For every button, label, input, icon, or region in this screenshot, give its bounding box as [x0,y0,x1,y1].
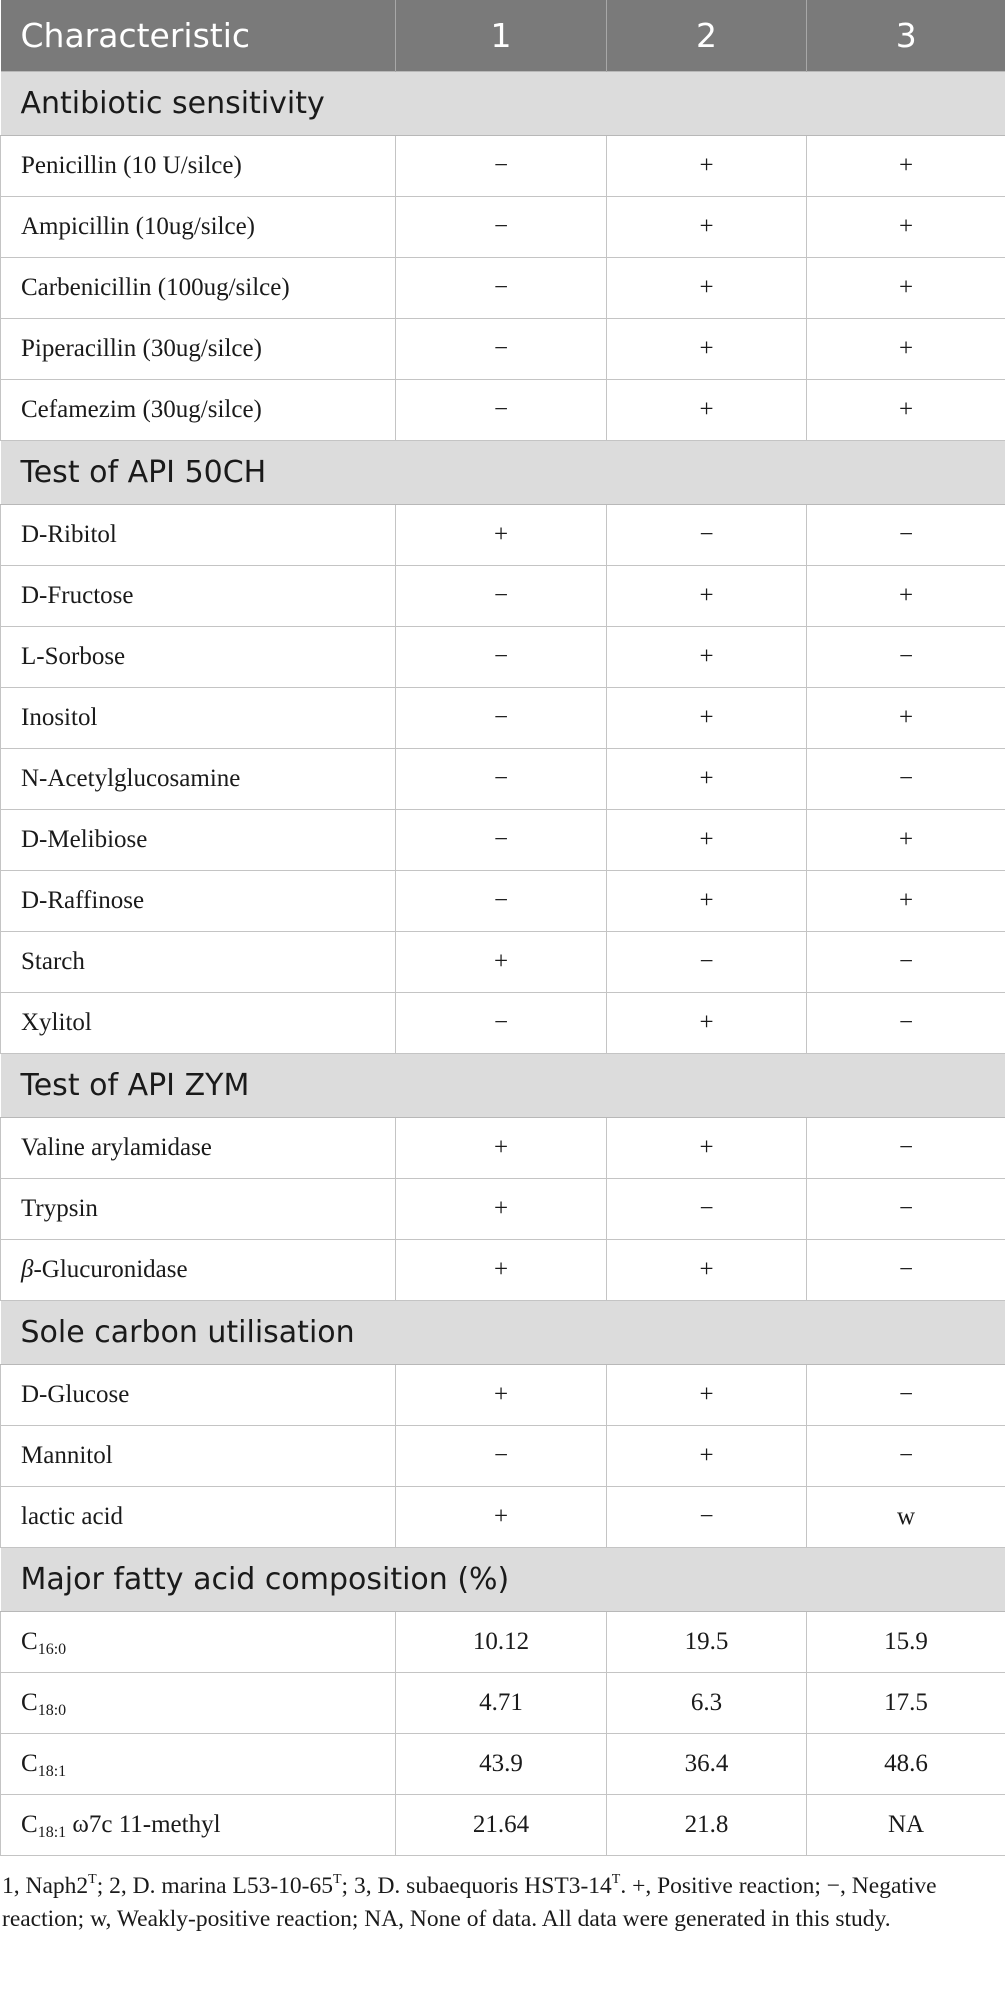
row-value-1: + [396,932,607,993]
row-value-1: − [396,1426,607,1487]
row-characteristic [1,1118,396,1179]
footnote-sup-2: T [332,1872,342,1887]
row-characteristic [1,1734,396,1795]
header-characteristic: Characteristic [1,0,396,72]
section-header-row [1,72,1005,136]
name-text: C [21,1750,38,1777]
name-text: D-Fructose [21,582,134,609]
name-text: D-Raffinose [21,887,145,914]
row-value-3: NA [807,1795,1005,1856]
row-value-1: + [396,1118,607,1179]
table-row [1,1365,1005,1426]
row-characteristic [1,505,396,566]
name-text: Xylitol [21,1009,92,1036]
row-characteristic [1,1365,396,1426]
row-value-2: + [607,871,807,932]
table-header [1,0,1005,72]
name-text: lactic acid [21,1503,124,1530]
row-value-2: + [607,258,807,319]
footnote-part-2: ; 2, D. marina L53-10-65 [96,1873,333,1899]
name-text: Ampicillin (10ug/silce) [21,213,255,240]
name-text: Piperacillin (30ug/silce) [21,335,262,362]
table-body [1,72,1005,1856]
table-row [1,1795,1005,1856]
table-row [1,258,1005,319]
row-value-2: − [607,505,807,566]
name-text: Valine arylamidase [21,1134,212,1161]
section-title: Test of API 50CH [1,441,1005,505]
name-text: Starch [21,948,85,975]
row-characteristic [1,1487,396,1548]
row-value-2: + [607,319,807,380]
row-value-2: + [607,749,807,810]
row-value-1: + [396,505,607,566]
table-row [1,1426,1005,1487]
name-text: Inositol [21,704,98,731]
row-characteristic [1,258,396,319]
row-characteristic [1,197,396,258]
row-value-2: + [607,136,807,197]
row-value-3: 48.6 [807,1734,1005,1795]
row-value-3: 15.9 [807,1612,1005,1673]
header-col-3: 3 [807,0,1005,72]
row-value-3: + [807,136,1005,197]
row-characteristic [1,1240,396,1301]
row-value-2: + [607,627,807,688]
row-characteristic [1,566,396,627]
table-row [1,993,1005,1054]
table-row [1,688,1005,749]
name-text: -Glucuronidase [33,1256,188,1283]
row-value-1: 10.12 [396,1612,607,1673]
section-title: Antibiotic sensitivity [1,72,1005,136]
row-value-3: + [807,258,1005,319]
row-value-3: − [807,1118,1005,1179]
row-value-1: − [396,810,607,871]
row-value-1: + [396,1365,607,1426]
name-text: Carbenicillin (100ug/silce) [21,274,290,301]
row-value-2: + [607,380,807,441]
table-row [1,749,1005,810]
footnote-part-4: . +, Positive reaction; −, Negative reaction; w, Weakly-positive reaction; NA, None of data. All data were generated in this study. [2,1873,937,1932]
section-header-row [1,441,1005,505]
row-value-1: − [396,319,607,380]
row-characteristic [1,319,396,380]
row-value-2: + [607,197,807,258]
row-value-3: − [807,505,1005,566]
row-value-1: − [396,136,607,197]
header-col-1: 1 [396,0,607,72]
table-row [1,871,1005,932]
table-footnote [0,1856,1005,1936]
row-value-3: + [807,380,1005,441]
row-characteristic [1,749,396,810]
row-value-1: + [396,1179,607,1240]
table-row [1,1487,1005,1548]
row-value-2: − [607,932,807,993]
row-characteristic [1,380,396,441]
row-value-3: − [807,1426,1005,1487]
table-row [1,1734,1005,1795]
row-value-1: − [396,380,607,441]
name-text: Penicillin (10 U/silce) [21,152,242,179]
row-value-2: 36.4 [607,1734,807,1795]
table-row [1,566,1005,627]
name-subscript: 18:1 [37,1824,67,1841]
table-row [1,1240,1005,1301]
row-value-2: + [607,1118,807,1179]
row-value-3: 17.5 [807,1673,1005,1734]
row-value-1: 43.9 [396,1734,607,1795]
row-value-3: + [807,319,1005,380]
row-characteristic [1,1426,396,1487]
section-header-row [1,1054,1005,1118]
row-value-1: − [396,749,607,810]
row-value-2: + [607,566,807,627]
row-value-3: + [807,197,1005,258]
header-row [1,0,1005,72]
row-value-3: + [807,566,1005,627]
table-row [1,136,1005,197]
row-characteristic [1,993,396,1054]
footnote-sup-3: T [611,1872,621,1887]
row-value-3: − [807,932,1005,993]
name-prefix: β [21,1256,34,1283]
row-characteristic [1,136,396,197]
row-value-1: − [396,566,607,627]
row-characteristic [1,1795,396,1856]
row-characteristic [1,1179,396,1240]
table-row [1,932,1005,993]
row-value-1: + [396,1487,607,1548]
table-row [1,319,1005,380]
footnote-part-1: 1, Naph2 [2,1873,89,1899]
footnote-sup-1: T [88,1872,97,1887]
table-row [1,505,1005,566]
name-text: C [21,1628,38,1655]
name-text: Mannitol [21,1442,113,1469]
row-value-1: 4.71 [396,1673,607,1734]
row-value-2: + [607,1365,807,1426]
section-title: Test of API ZYM [1,1054,1005,1118]
name-subscript: 16:0 [37,1641,67,1658]
row-characteristic [1,1673,396,1734]
name-text: D-Glucose [21,1381,130,1408]
row-characteristic [1,871,396,932]
table-row [1,1179,1005,1240]
row-value-3: + [807,810,1005,871]
row-value-3: − [807,1240,1005,1301]
row-value-1: − [396,258,607,319]
row-value-1: − [396,993,607,1054]
row-value-2: + [607,688,807,749]
row-value-1: − [396,197,607,258]
row-value-1: + [396,1240,607,1301]
row-value-2: 19.5 [607,1612,807,1673]
row-value-3: − [807,1179,1005,1240]
row-value-1: − [396,627,607,688]
row-value-2: 21.8 [607,1795,807,1856]
name-text: Trypsin [21,1195,98,1222]
row-value-3: − [807,993,1005,1054]
row-value-2: − [607,1487,807,1548]
row-value-3: + [807,871,1005,932]
name-text: N-Acetylglucosamine [21,765,241,792]
row-value-2: + [607,1240,807,1301]
name-suffix: ω7c 11-methyl [66,1811,221,1838]
table-row [1,380,1005,441]
table-row [1,810,1005,871]
row-value-2: + [607,810,807,871]
footnote-part-3: ; 3, D. subaequoris HST3-14 [341,1873,612,1899]
table-row [1,1118,1005,1179]
name-text: C [21,1811,38,1838]
row-value-2: 6.3 [607,1673,807,1734]
name-text: Cefamezim (30ug/silce) [21,396,262,423]
row-characteristic [1,810,396,871]
row-value-2: + [607,993,807,1054]
row-value-3: w [807,1487,1005,1548]
row-value-1: − [396,688,607,749]
name-subscript: 18:1 [37,1763,67,1780]
name-text: D-Ribitol [21,521,117,548]
row-value-3: − [807,749,1005,810]
row-characteristic [1,932,396,993]
header-col-2: 2 [607,0,807,72]
row-value-3: − [807,1365,1005,1426]
row-characteristic [1,688,396,749]
section-title: Sole carbon utilisation [1,1301,1005,1365]
table-row [1,1612,1005,1673]
table-row [1,197,1005,258]
row-characteristic [1,627,396,688]
name-text: C [21,1689,38,1716]
row-value-3: − [807,627,1005,688]
name-subscript: 18:0 [37,1702,67,1719]
row-value-2: + [607,1426,807,1487]
section-header-row [1,1548,1005,1612]
section-header-row [1,1301,1005,1365]
table-row [1,1673,1005,1734]
table-row [1,627,1005,688]
row-characteristic [1,1612,396,1673]
row-value-2: − [607,1179,807,1240]
row-value-3: + [807,688,1005,749]
row-value-1: 21.64 [396,1795,607,1856]
row-value-1: − [396,871,607,932]
name-text: L-Sorbose [21,643,126,670]
section-title: Major fatty acid composition (%) [1,1548,1005,1612]
name-text: D-Melibiose [21,826,148,853]
